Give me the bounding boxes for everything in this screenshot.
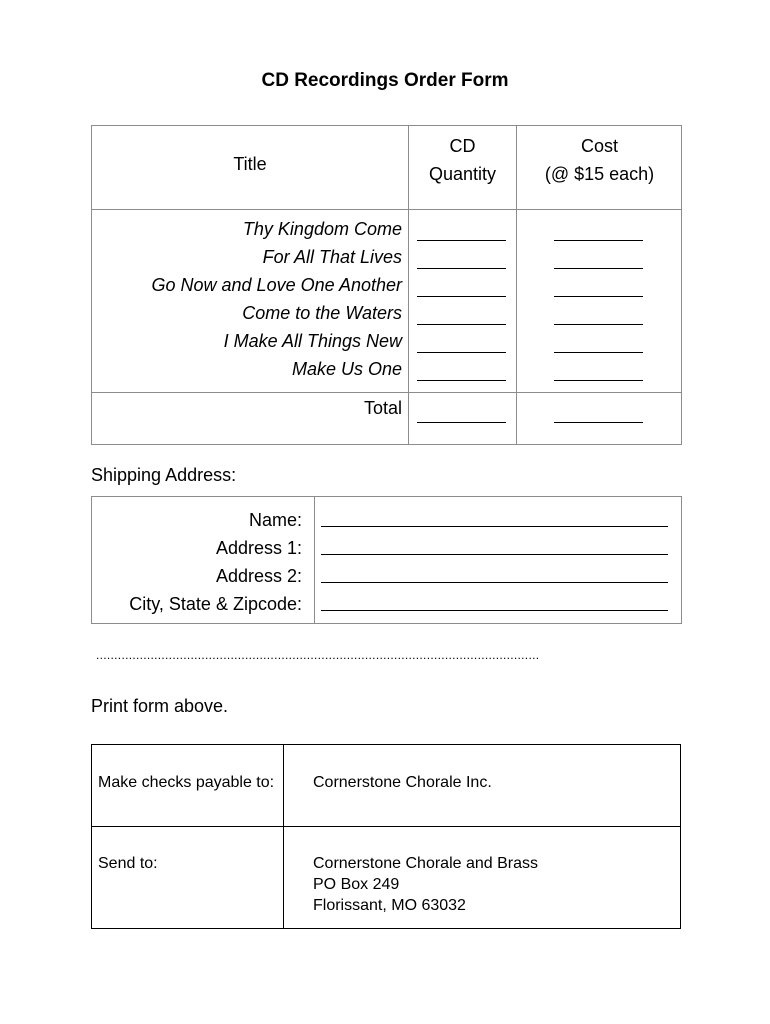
cd-title: Thy Kingdom Come — [242, 219, 402, 239]
name-blank[interactable] — [321, 526, 668, 527]
quantity-blank[interactable] — [417, 268, 506, 269]
total-label: Total — [363, 398, 402, 418]
quantity-blank[interactable] — [417, 324, 506, 325]
cost-blank[interactable] — [554, 268, 643, 269]
quantity-blank[interactable] — [417, 296, 506, 297]
header-cost-line2: (@ $15 each) — [544, 164, 655, 184]
header-title: Title — [233, 154, 267, 174]
address-line: PO Box 249 — [313, 876, 400, 893]
shipping-heading: Shipping Address: — [91, 465, 237, 485]
shipping-table — [91, 496, 682, 624]
cost-blank[interactable] — [554, 324, 643, 325]
total-quantity-blank[interactable] — [417, 422, 506, 423]
cost-blank[interactable] — [554, 380, 643, 381]
table-divider — [92, 826, 680, 827]
shipping-field-labels — [92, 506, 302, 618]
city-state-zip-blank[interactable] — [321, 610, 668, 611]
cost-blank[interactable] — [554, 240, 643, 241]
name-label: Name: — [248, 510, 302, 530]
cd-title: Come to the Waters — [242, 303, 402, 323]
cd-title: Go Now and Love One Another — [151, 275, 402, 295]
table-divider — [283, 745, 284, 928]
form-title: CD Recordings Order Form — [261, 70, 509, 91]
cost-blank[interactable] — [554, 296, 643, 297]
cost-blank[interactable] — [554, 352, 643, 353]
quantity-blank[interactable] — [417, 352, 506, 353]
payable-value: Cornerstone Chorale Inc. — [313, 774, 492, 791]
print-note: Print form above. — [91, 696, 229, 716]
table-divider — [92, 209, 681, 210]
header-cost — [517, 132, 682, 188]
payable-label: Make checks payable to: — [98, 774, 275, 791]
cd-title: For All That Lives — [262, 247, 402, 267]
address-line: Florissant, MO 63032 — [313, 897, 466, 914]
quantity-blank[interactable] — [417, 240, 506, 241]
cd-title: Make Us One — [291, 359, 402, 379]
order-table — [91, 125, 682, 445]
address-line: Cornerstone Chorale and Brass — [313, 855, 539, 872]
city-state-zip-label: City, State & Zipcode: — [129, 594, 302, 614]
total-cost-blank[interactable] — [554, 422, 643, 423]
table-divider — [92, 392, 681, 393]
table-divider — [314, 497, 315, 623]
address1-label: Address 1: — [215, 538, 302, 558]
send-to-address — [313, 853, 538, 916]
address2-blank[interactable] — [321, 582, 668, 583]
header-quantity — [409, 132, 516, 188]
address2-label: Address 2: — [215, 566, 302, 586]
header-quantity-line1: CD — [449, 136, 476, 156]
cut-line: .......................................................................................................................... — [96, 648, 540, 662]
address1-blank[interactable] — [321, 554, 668, 555]
send-to-label: Send to: — [98, 855, 158, 872]
quantity-blank[interactable] — [417, 380, 506, 381]
header-cost-line1: Cost — [580, 136, 618, 156]
cd-title: I Make All Things New — [223, 331, 402, 351]
payment-table — [91, 744, 681, 929]
cd-title-list — [92, 215, 402, 383]
header-quantity-line2: Quantity — [428, 164, 497, 184]
